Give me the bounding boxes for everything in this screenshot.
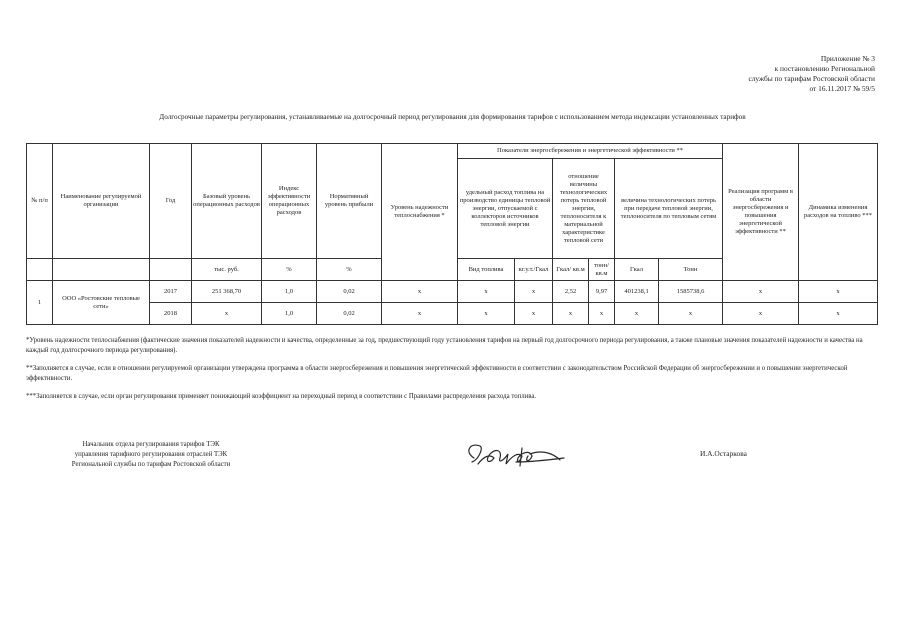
handwritten-signature [460, 438, 570, 477]
cell-loss-1: 2,52 [553, 281, 589, 303]
appendix-line-2: к постановлению Региональной [774, 64, 875, 73]
cell-loss-1: x [553, 303, 589, 325]
header-loss-ratio: отношение величины технологических потерь тепловой энергии, теплоносителя к материальной характеристике тепловой сети [553, 159, 615, 259]
cell-base: x [192, 303, 262, 325]
signatory-name: И.А.Остаркова [700, 449, 747, 458]
header-loss-value: величина технологических потерь при передаче тепловой энергии, теплоносителя по тепловым сетям [615, 159, 723, 259]
org-name: ООО «Ростовские тепловые сети» [53, 281, 150, 325]
unit-loss-4: Тонн [659, 259, 723, 281]
header-efficiency-index: Индекс эффективности операционных расходов [262, 144, 317, 259]
signatory-line-1: Начальник отдела регулирования тарифов ТЭК [82, 441, 220, 448]
header-year: Год [150, 144, 192, 259]
unit-base: тыс. руб. [192, 259, 262, 281]
cell-profit: 0,02 [317, 303, 382, 325]
table-row [27, 281, 878, 303]
cell-profit: 0,02 [317, 281, 382, 303]
unit-profit: % [317, 259, 382, 281]
header-profit-level: Нормативный уровень прибыли [317, 144, 382, 259]
row-number: 1 [27, 281, 53, 325]
cell-fuel-unit: x [515, 281, 553, 303]
footnote-reliability: *Уровень надежности теплоснабжения (фактические значения показателей надежности и качества, определенные за год, предшествующий году установления тарифов на первый год долгосрочного периода регулирования, а также плановые значения показателей надежности и качества на каждый год долгосрочного периода регулирования). [26, 337, 863, 354]
cell-year: 2018 [150, 303, 192, 325]
cell-base: 251 368,70 [192, 281, 262, 303]
unit-loss-3: Гкал [615, 259, 659, 281]
cell-dynamics: x [799, 281, 878, 303]
appendix-block [615, 54, 875, 94]
header-reliability: Уровень надежности теплоснабжения * [382, 144, 458, 281]
table-row [27, 303, 878, 325]
cell-loss-3: x [615, 303, 659, 325]
cell-fuel-type: x [458, 303, 515, 325]
header-fuel-dynamics: Динамика изменения расходов на топливо *** [799, 144, 878, 281]
header-num: № п/п [27, 144, 53, 259]
header-base-expenses: Базовый уровень операционных расходов [192, 144, 262, 259]
cell-fuel-unit: x [515, 303, 553, 325]
unit-loss-2: тонн/кв.м [589, 259, 615, 281]
header-energy-group: Показатели энергосбережения и энергетической эффективности ** [458, 144, 723, 159]
cell-loss-4: 1585738,6 [659, 281, 723, 303]
header-org: Наименование регулируемой организации [53, 144, 150, 259]
cell-loss-2: 9,97 [589, 281, 615, 303]
signatory-line-3: Региональной службы по тарифам Ростовской области [71, 461, 231, 468]
cell-index: 1,0 [262, 281, 317, 303]
cell-programs: x [723, 303, 799, 325]
cell-reliability: x [382, 281, 458, 303]
cell-reliability: x [382, 303, 458, 325]
parameters-table [26, 143, 878, 325]
header-programs: Реализация программ в области энергосбережения и повышения энергетической эффективности ** [723, 144, 799, 281]
header-specific-fuel: удельный расход топлива на производство единицы тепловой энергии, отпускаемой с коллекторов источников тепловой энергии [458, 159, 553, 259]
cell-index: 1,0 [262, 303, 317, 325]
signatory-line-2: управления тарифного регулирования отраслей ТЭК [74, 451, 228, 458]
cell-loss-4: x [659, 303, 723, 325]
cell-dynamics: x [799, 303, 878, 325]
appendix-line-4: от 16.11.2017 № 59/5 [809, 84, 875, 93]
unit-index: % [262, 259, 317, 281]
document-title: Долгосрочные параметры регулирования, устанавливаемые на долгосрочный период регулирования для формирования тарифов с использованием метода индексации установленных тарифов [159, 113, 746, 121]
unit-fuel: кг.у.т./Гкал [515, 259, 553, 281]
appendix-line-1: Приложение № 3 [820, 54, 875, 63]
footnote-fuel-dynamics: ***Заполняется в случае, если орган регулирования применяет понижающий коэффициент на переходный период в соответствии с Правилами распределения расхода топлива. [26, 393, 537, 400]
cell-year: 2017 [150, 281, 192, 303]
signature-icon [460, 438, 570, 472]
footnotes [26, 336, 878, 410]
cell-programs: x [723, 281, 799, 303]
appendix-line-3: службы по тарифам Ростовской области [748, 74, 875, 83]
signatory-position [36, 440, 266, 470]
footnote-energy-program: **Заполняется в случае, если в отношении регулируемой организации утверждена программа в области энергосбережения и повышения энергетической эффективности в соответствии с законодательством Российской Федерации об энергосбережении и о повышении энергетической эффективности. [26, 365, 848, 382]
unit-fuel-type: Вид топлива [458, 259, 515, 281]
cell-fuel-type: x [458, 281, 515, 303]
cell-loss-3: 401238,1 [615, 281, 659, 303]
cell-loss-2: x [589, 303, 615, 325]
unit-loss-1: Гкал/ кв.м [553, 259, 589, 281]
